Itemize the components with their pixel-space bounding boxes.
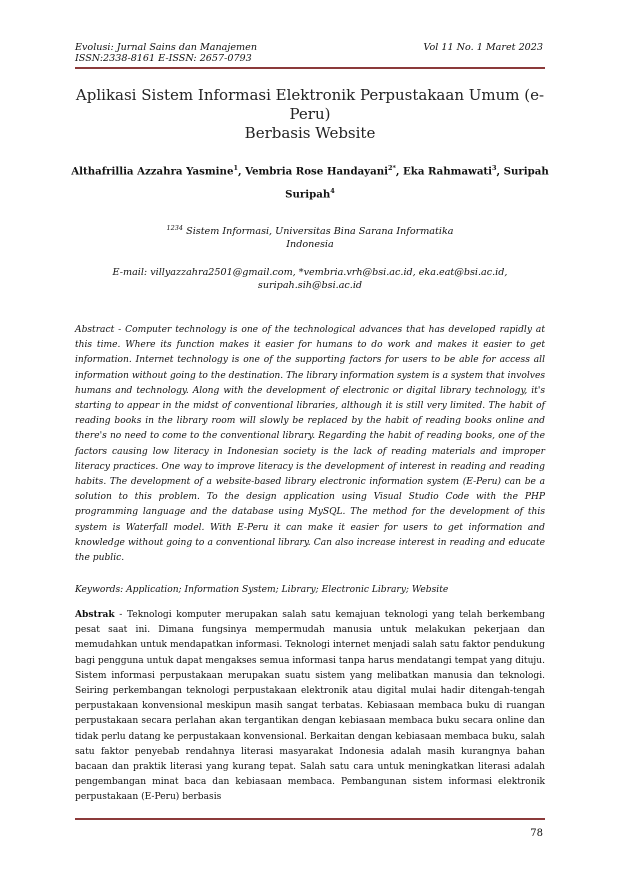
author-2: Vembria Rose Handayani — [245, 165, 388, 178]
author-4-last: Suripah — [285, 188, 331, 201]
header-rule — [75, 67, 545, 69]
email-list — [60, 266, 560, 292]
paper-title — [60, 86, 560, 143]
author-2-sup: 2* — [387, 164, 396, 172]
author-1-sup: 1 — [233, 164, 238, 172]
abstrak-label: Abstrak — [75, 609, 115, 620]
author-3: Eka Rahmawati — [403, 165, 493, 178]
title-line-2: Berbasis Website — [244, 124, 376, 142]
author-3-sup: 3 — [492, 164, 497, 172]
abstract-label: Abstract — [75, 325, 115, 335]
author-1: Althafrillia Azzahra Yasmine — [71, 165, 234, 178]
email-line-2: suripah.sih@bsi.ac.id — [257, 280, 363, 291]
author-4-first: Suripah — [503, 165, 549, 178]
affiliation-sup: 1234 — [166, 224, 184, 232]
keywords: Keywords: Application; Information System; Library; Electronic Library; Website — [75, 585, 449, 595]
abstrak-text: - Teknologi komputer merupakan salah satu kemajuan teknologi yang telah berkembang pesat saat ini. Dimana fungsinya mempermudah manusia untuk melakukan pekerjaan dan memudahkan untuk mendapatkan informasi. Teknologi internet menjadi salah satu faktor pendukung bagi pengguna untuk dapat mengakses semua informasi tanpa harus mendatangi tempat yang dituju. Sistem informasi perpustakaan merupakan suatu sistem yang melibatkan manusia dan teknologi. Seiring perkembangan teknologi perpustakaan elektronik atau digital mulai hadir ditengah-tengah perpustakaan konvensional meskipun masih sangat terbatas. Kebiasaan membaca buku di ruangan perpustakaan secara perlahan akan tergantikan dengan kebiasaan membaca buku secara online dan tidak perlu datang ke perpustakaan konvensional. Berkaitan dengan kebiasaan membaca buku, salah satu faktor penyebab rendahnya literasi masyarakat Indonesia adalah masih kurangnya bahan bacaan dan praktik literasi yang kurang tepat. Salah satu cara untuk meningkatkan literasi adalah pengembangan minat baca dan kebiasaan membaca. Pembangunan sistem informasi elektronik perpustakaan (E-Peru) berbasis — [75, 610, 545, 803]
journal-name: Evolusi: Jurnal Sains dan Manajemen — [75, 42, 257, 53]
abstract-indonesian — [75, 607, 545, 806]
abstract-english — [75, 323, 545, 566]
affiliation — [70, 222, 550, 251]
affiliation-line-1: Sistem Informasi, Universitas Bina Sarana Informatika — [186, 226, 454, 238]
author-list: Althafrillia Azzahra Yasmine$^1$, Vembria Rose Handayani$^{2*}$, Eka Rahmawati$^3$, Suripah Suripah$^4$ — [71, 164, 549, 201]
volume-issue: Vol 11 No. 1 Maret 2023 — [423, 42, 543, 53]
abstract-text: - Computer technology is one of the technological advances that has developed rapidly at this time. Where its function makes it easier for humans to do work and makes it easier to get information. Internet technology is one of the supporting factors for users to be able for access all information without going to the destination. The library information system is a system that involves humans and technology. Along with the development of electronic or digital library technology, it's starting to appear in the midst of conventional libraries, although it is still very limited. The habit of reading books in the library room will slowly be replaced by the habit of reading books online and there's no need to come to the conventional library. Regarding the habit of reading books, one of the factors causing low literacy in Indonesian society is the lack of reading materials and improper literacy practices. One way to improve literacy is the development of interest in reading and reading habits. The development of a website-based library electronic information system (E-Peru) can be a solution to this problem. To the design application using Visual Studio Code with the PHP programming language and the database using MySQL. The method for the development of this system is Waterfall model. With E-Peru it can make it easier for users to get information and knowledge without going to a conventional library. Can also increase interest in reading and educate the public. — [75, 325, 545, 564]
page-number: 78 — [530, 828, 543, 839]
affiliation-line-2: Indonesia — [286, 239, 334, 251]
title-line-1: Aplikasi Sistem Informasi Elektronik Perpustakaan Umum (e-Peru) — [75, 86, 545, 123]
email-line-1: E-mail: villyazzahra2501@gmail.com, *vembria.vrh@bsi.ac.id, eka.eat@bsi.ac.id, — [112, 267, 508, 278]
footer-rule — [75, 818, 545, 820]
author-4-sup: 4 — [330, 187, 335, 196]
issn: ISSN:2338-8161 E-ISSN: 2657-0793 — [75, 53, 252, 64]
